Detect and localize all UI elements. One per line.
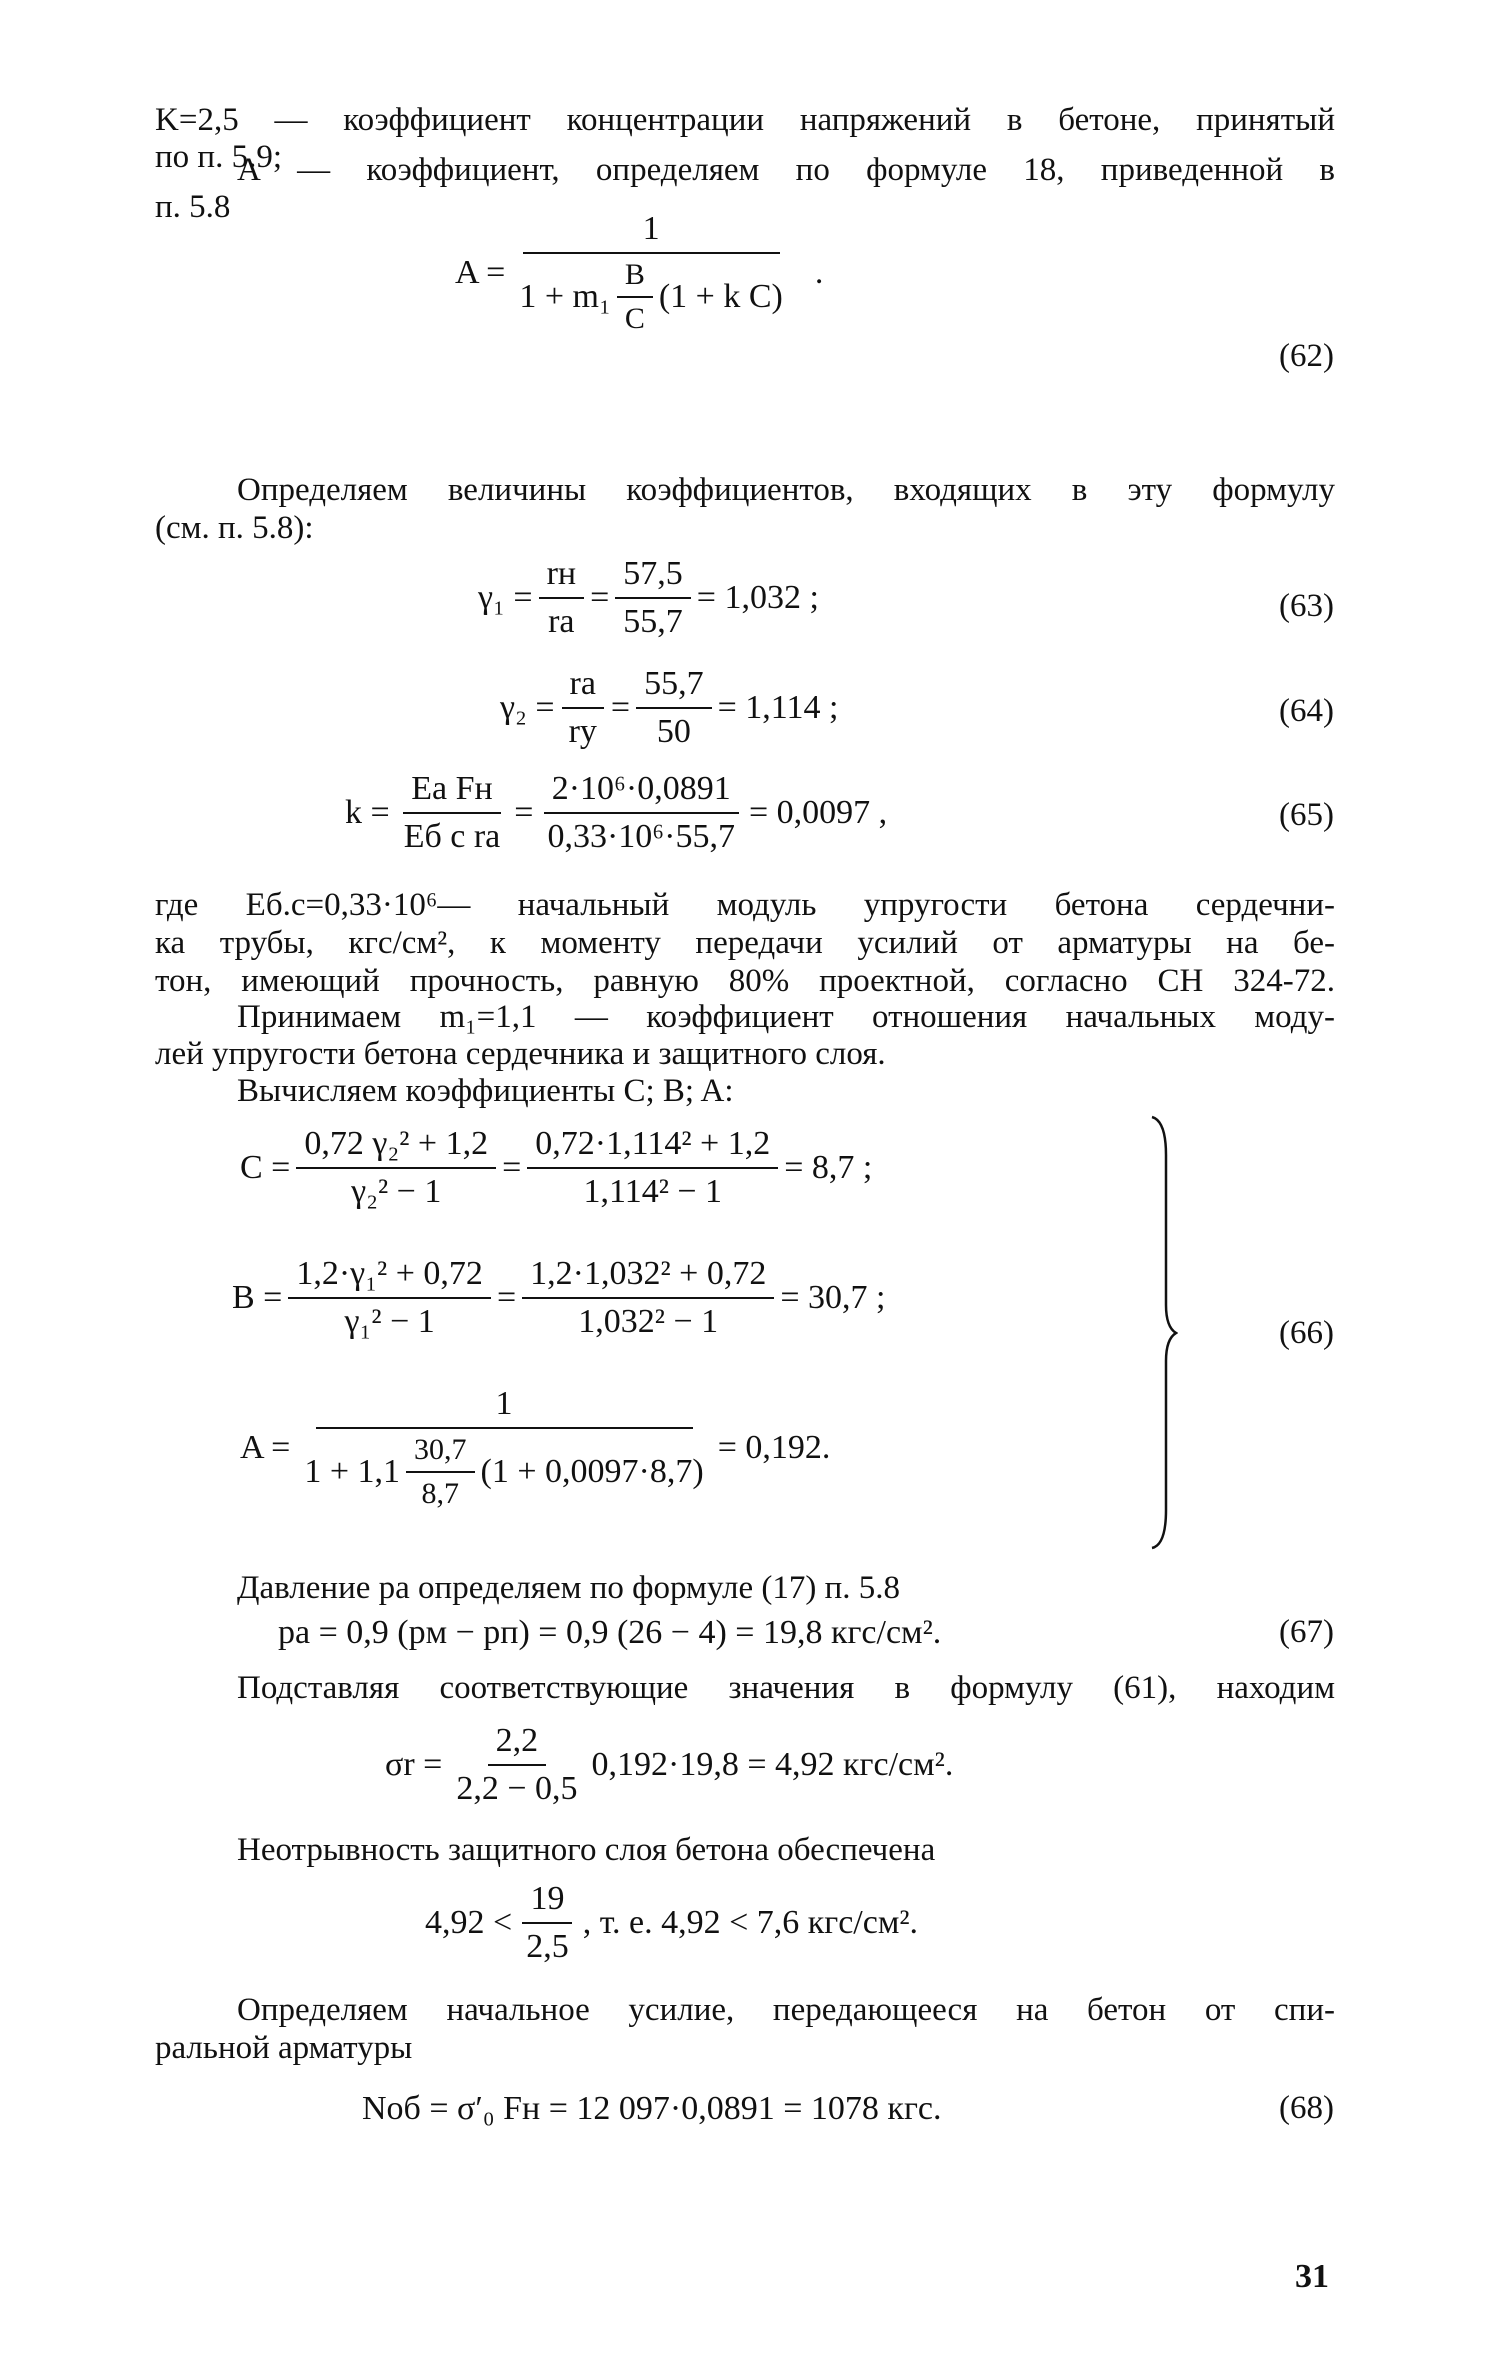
ineq-lhs: 4,92 < [425,1904,513,1941]
eq63-frac2 [615,555,691,641]
eq62-inner-frac [617,258,653,336]
eq63-f1-num: rн [539,555,585,599]
equation-sigma [385,1722,953,1808]
paragraph-line: Принимаем m₁=1,1 — коэффициент отношения начальных моду- [237,999,1335,1035]
paragraph-line: ральной арматуры [155,2030,413,2066]
paragraph-line: лей упругости бетона сердечника и защитного слоя. [155,1036,886,1072]
paragraph-line: тон, имеющий прочность, равную 80% проектной, согласно СН 324-72. [155,963,1335,999]
eq66-a-result: = 0,192. [717,1429,831,1466]
eq63-result: = 1,032 ; [696,579,819,616]
paragraph-line: Неотрывность защитного слоя бетона обеспечена [237,1832,936,1868]
eq66-b-lhs: B = [232,1279,283,1316]
eq64-lhs: γ₂ = [500,689,555,726]
eq66-c-frac2 [527,1125,778,1211]
eq64-frac2 [636,665,712,751]
equation-65: k = $\frac{\text{Eа Fн}}{\text{Eб с rа}}$ = $\frac{\text{2·10⁶·0,0891}}{\text{0,33·10⁶·55,7}}$ = 0,0097 , [345,770,888,855]
right-brace [1148,1115,1178,1550]
eq66-c-f2-den: 1,114² − 1 [583,1173,723,1210]
eq66-c-result: = 8,7 ; [784,1149,873,1186]
eq65-lhs: k = [345,794,390,831]
equation-number: (63) [1279,588,1334,624]
eq62-inner-num: B [617,258,653,298]
eq66-a-lhs: A = [240,1429,291,1466]
eq66-b-f2-den: 1,032² − 1 [578,1303,719,1340]
eq64-result: = 1,114 ; [717,689,839,726]
eq63-lhs: γ₁ = [478,579,533,616]
eq66-a-fraction [296,1385,711,1511]
eq66-b-frac1 [288,1255,491,1341]
paragraph-line: по п. 5.9; [155,139,282,175]
ineq-num: 19 [522,1880,572,1924]
eq62-den [511,254,791,336]
paragraph-line: Подставляя соответствующие значения в формулу (61), находим [237,1670,1335,1706]
equation-number: (66) [1279,1315,1334,1351]
eq62-fraction [511,210,791,336]
equation-66-b: B = $\frac{\text{1,2·γ₁² + 0,72}}{\text{γ₁² − 1}}$ = $\frac{\text{1,2·1,032² + 0,72}}{\text{1,032² − 1}}$ = 30,7 ; [232,1255,886,1340]
equation-62 [455,210,823,336]
paragraph-line: Давление pа определяем по формуле (17) п. 5.8 [237,1570,900,1606]
paragraph-line: Определяем начальное усилие, передающееся на бетон от спи- [237,1992,1335,2028]
equation-number: (62) [1279,338,1334,374]
equation-63: γ₁ = $\frac{rн}{rа}$ = $\frac{57,5}{55,7}$ = 1,032 ; [478,555,819,640]
eq66-c-f1-den: γ₂² − 1 [351,1173,442,1210]
eq66-a-den [296,1429,711,1511]
paragraph-line: А — коэффициент, определяем по формуле 18, приведенной в [237,152,1335,188]
eq65-frac2 [539,770,743,856]
eq65-f1-num: Eа Fн [403,770,500,814]
sigma-num: 2,2 [488,1722,547,1766]
paragraph-line: (см. п. 5.8): [155,510,314,546]
eq65-result: = 0,0097 , [748,794,888,831]
eq66-b-frac2 [522,1255,774,1341]
equation-64: γ₂ = $\frac{rа}{rу}$ = $\frac{55,7}{50}$ = 1,114 ; [500,665,839,750]
eq66-b-f1-num: 1,2·γ₁² + 0,72 [288,1255,491,1299]
page-number: 31 [1295,2258,1329,2295]
eq66-b-f2-num: 1,2·1,032² + 0,72 [522,1255,774,1299]
eq66-c-f2-num: 0,72·1,114² + 1,2 [527,1125,778,1169]
eq66-a-inner-den: 8,7 [421,1477,460,1510]
eq66-a-inner-num: 30,7 [406,1433,475,1473]
eq66-a-num: 1 [316,1385,693,1429]
eq65-frac1 [396,770,509,856]
equation-67: pа = 0,9 (pм − pп) = 0,9 (26 − 4) = 19,8 кгс/см². [278,1614,942,1651]
equation-number: (68) [1279,2090,1334,2126]
eq64-frac1 [561,665,605,751]
ineq-den: 2,5 [526,1928,569,1965]
eq64-f1-num: rа [562,665,604,709]
sigma-lhs: σr = [385,1746,443,1783]
eq63-f2-num: 57,5 [615,555,691,599]
equation-66-c: C = $\frac{\text{0,72 γ₂² + 1,2}}{\text{γ₂² − 1}}$ = $\frac{\text{0,72·1,114² + 1,2}}{\text{1,114² − 1}}$ = 8,7 ; [240,1125,873,1210]
eq62-num: 1 [523,210,780,254]
eq62-lhs: A = [455,254,506,291]
equation-66-a [240,1385,830,1511]
paragraph-line: ка трубы, кгс/см², к моменту передачи усилий от арматуры на бе- [155,925,1335,961]
eq66-a-inner-frac [406,1433,475,1511]
eq63-f2-den: 55,7 [623,603,683,640]
eq63-frac1 [539,555,585,641]
eq62-inner-den: C [624,302,645,335]
eq62-tail: . [814,254,824,291]
eq65-f2-num: 2·10⁶·0,0891 [544,770,739,814]
eq66-b-f1-den: γ₁² − 1 [344,1303,435,1340]
sigma-result: 0,192·19,8 = 4,92 кгс/см². [591,1746,954,1783]
eq66-a-den-b: (1 + 0,0097·8,7) [480,1453,704,1490]
eq65-f1-den: Eб с rа [403,818,501,855]
eq66-c-f1-num: 0,72 γ₂² + 1,2 [296,1125,496,1169]
equation-68: Nоб = σ′₀ Fн = 12 097·0,0891 = 1078 кгс. [362,2090,942,2127]
paragraph-line: где Еб.с=0,33·10⁶— начальный модуль упругости бетона сердечни- [155,887,1335,923]
eq62-den-b: (1 + k C) [658,278,783,315]
equation-number: (65) [1279,797,1334,833]
eq66-a-den-a: 1 + 1,1 [304,1453,401,1490]
sigma-frac [448,1722,585,1808]
eq64-f2-num: 55,7 [636,665,712,709]
eq64-f1-den: rу [568,713,597,750]
equation-number: (67) [1279,1614,1334,1650]
eq66-b-result: = 30,7 ; [780,1279,886,1316]
sigma-den: 2,2 − 0,5 [456,1770,578,1807]
equation-inequality [425,1880,918,1966]
eq66-c-frac1 [296,1125,496,1211]
equation-number: (64) [1279,693,1334,729]
paragraph-line: Определяем величины коэффициентов, входящих в эту формулу [237,472,1335,508]
paragraph-line: п. 5.8 [155,189,231,225]
eq64-f2-den: 50 [656,713,691,750]
ineq-result: , т. е. 4,92 < 7,6 кгс/см². [582,1904,919,1941]
eq65-f2-den: 0,33·10⁶·55,7 [547,818,735,855]
paragraph-line: K=2,5 — коэффициент концентрации напряжений в бетоне, принятый [155,102,1335,138]
paragraph-line: Вычисляем коэффициенты C; B; A: [237,1073,734,1109]
eq63-f1-den: rа [548,603,575,640]
eq62-den-a: 1 + m₁ [519,278,611,315]
eq66-c-lhs: C = [240,1149,291,1186]
ineq-frac [518,1880,577,1966]
